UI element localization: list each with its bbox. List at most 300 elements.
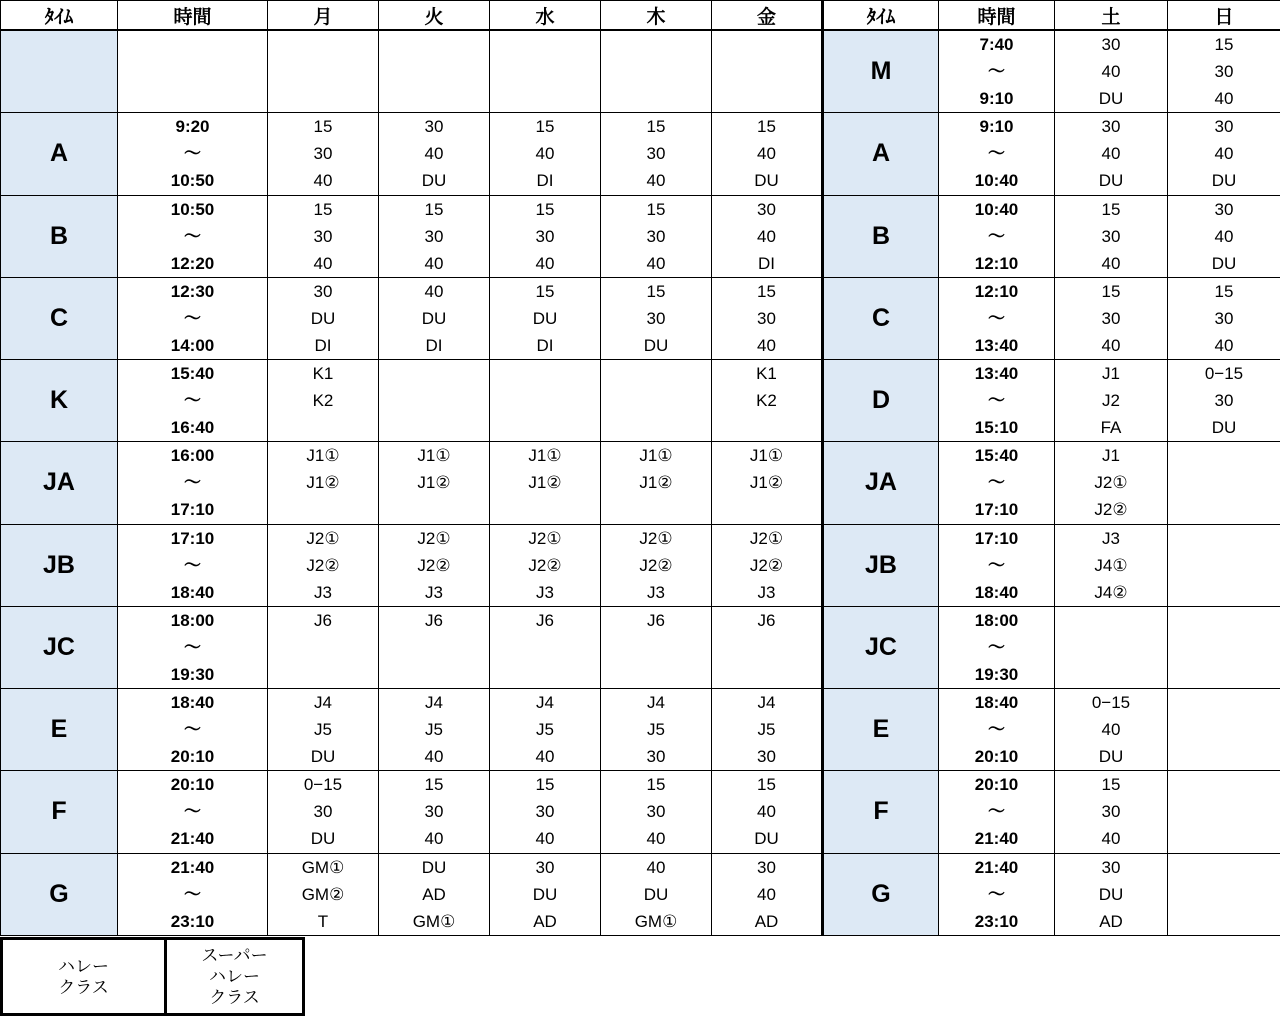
time-cell bbox=[939, 853, 1055, 935]
cell-line bbox=[379, 634, 489, 661]
cell-line: 20:10 bbox=[974, 747, 1019, 767]
slot-cell: C bbox=[823, 277, 939, 359]
cell-line: 30 bbox=[757, 308, 776, 328]
class-cell-lines bbox=[268, 278, 378, 359]
cell-line bbox=[601, 31, 711, 58]
class-cell-lines bbox=[601, 525, 711, 606]
schedule-row bbox=[1, 360, 1280, 442]
cell-line bbox=[601, 414, 711, 441]
cell-line: AD bbox=[754, 911, 779, 931]
cell-line bbox=[712, 31, 821, 58]
class-cell bbox=[1055, 689, 1168, 771]
class-cell bbox=[712, 30, 823, 113]
class-cell-lines bbox=[1055, 113, 1167, 194]
class-cell-lines bbox=[712, 278, 821, 359]
cell-line: J3 bbox=[647, 582, 665, 602]
cell-line: 40 bbox=[757, 226, 776, 246]
class-cell-lines bbox=[268, 607, 378, 688]
class-cell-lines bbox=[601, 689, 711, 770]
cell-line bbox=[1168, 469, 1280, 496]
cell-line: J5 bbox=[647, 720, 665, 740]
class-cell bbox=[379, 606, 490, 688]
slot-cell: E bbox=[1, 689, 118, 771]
slot-cell: JB bbox=[1, 524, 118, 606]
time-cell bbox=[939, 771, 1055, 853]
cell-line: 30 bbox=[313, 144, 333, 164]
cell-line bbox=[490, 496, 600, 523]
cell-line: 〜 bbox=[988, 391, 1005, 411]
class-cell-lines bbox=[1055, 771, 1167, 852]
cell-line: 40 bbox=[535, 144, 555, 164]
slot-cell: A bbox=[823, 113, 939, 195]
cell-line: 15 bbox=[757, 281, 776, 301]
class-cell bbox=[379, 442, 490, 524]
cell-line: 30 bbox=[313, 281, 333, 301]
cell-line: 30 bbox=[1214, 199, 1234, 219]
cell-line: 14:00 bbox=[170, 335, 215, 355]
class-cell-lines bbox=[379, 360, 489, 441]
cell-line: J2① bbox=[749, 528, 784, 548]
cell-line: 40 bbox=[424, 281, 444, 301]
cell-line: J1① bbox=[417, 446, 451, 466]
cell-line: 0−15 bbox=[1091, 693, 1131, 713]
cell-line: J1 bbox=[1102, 446, 1120, 466]
cell-line: 30 bbox=[1101, 802, 1121, 822]
cell-line bbox=[601, 496, 711, 523]
cell-line: DU bbox=[310, 747, 336, 767]
cell-line: 17:10 bbox=[170, 528, 215, 548]
cell-line: 40 bbox=[535, 253, 555, 273]
cell-line: J2② bbox=[306, 555, 340, 575]
cell-line: 30 bbox=[1214, 117, 1234, 137]
class-cell bbox=[601, 195, 712, 277]
class-cell bbox=[268, 689, 379, 771]
cell-line bbox=[1168, 442, 1280, 469]
cell-line: 40 bbox=[757, 144, 776, 164]
cell-line: DU bbox=[1211, 418, 1237, 438]
cell-line bbox=[1168, 552, 1280, 579]
cell-line: J1② bbox=[417, 473, 451, 493]
class-cell-lines bbox=[268, 689, 378, 770]
class-cell bbox=[379, 524, 490, 606]
slot-cell: JA bbox=[1, 442, 118, 524]
cell-line: 〜 bbox=[988, 308, 1005, 328]
cell-line: 10:50 bbox=[170, 199, 215, 219]
class-cell bbox=[1055, 113, 1168, 195]
cell-line: 15 bbox=[757, 775, 776, 795]
cell-line: DU bbox=[643, 884, 669, 904]
cell-line bbox=[118, 85, 267, 112]
cell-line: 30 bbox=[535, 802, 555, 822]
cell-line bbox=[379, 58, 489, 85]
class-cell bbox=[1055, 442, 1168, 524]
cell-line: J3 bbox=[536, 582, 554, 602]
cell-line: 〜 bbox=[988, 637, 1005, 657]
cell-line: 〜 bbox=[184, 473, 201, 493]
cell-line bbox=[1055, 661, 1167, 688]
slot-cell: B bbox=[1, 195, 118, 277]
class-cell-lines bbox=[268, 525, 378, 606]
cell-line bbox=[490, 414, 600, 441]
cell-line: DI bbox=[425, 335, 443, 355]
cell-line: 15 bbox=[646, 199, 666, 219]
class-cell-lines bbox=[1168, 525, 1280, 606]
cell-line: K1 bbox=[756, 364, 777, 384]
class-cell-lines bbox=[601, 113, 711, 194]
schedule-row bbox=[1, 689, 1280, 771]
class-cell bbox=[268, 524, 379, 606]
schedule-row bbox=[1, 524, 1280, 606]
cell-line bbox=[712, 661, 821, 688]
slot-cell: M bbox=[823, 30, 939, 113]
cell-line: J2① bbox=[306, 528, 340, 548]
cell-line: 〜 bbox=[184, 884, 201, 904]
cell-line bbox=[490, 58, 600, 85]
cell-line: 19:30 bbox=[170, 664, 215, 684]
cell-line: 40 bbox=[757, 335, 776, 355]
cell-line: 30 bbox=[1101, 308, 1121, 328]
class-cell bbox=[490, 771, 601, 853]
cell-line: 15 bbox=[535, 775, 555, 795]
cell-line: 40 bbox=[1214, 226, 1234, 246]
cell-line: 16:00 bbox=[170, 446, 215, 466]
class-cell bbox=[268, 277, 379, 359]
cell-line bbox=[1168, 771, 1280, 798]
class-cell-lines bbox=[1055, 31, 1167, 112]
cell-line: 21:40 bbox=[170, 829, 215, 849]
class-cell bbox=[1168, 853, 1280, 935]
time-cell bbox=[939, 195, 1055, 277]
cell-line: 21:40 bbox=[974, 857, 1019, 877]
class-cell-lines bbox=[712, 113, 821, 194]
cell-line: 30 bbox=[757, 857, 776, 877]
cell-line: DU bbox=[421, 171, 447, 191]
class-cell-lines bbox=[601, 771, 711, 852]
cell-line: 10:40 bbox=[974, 171, 1019, 191]
cell-line: J4 bbox=[757, 693, 776, 713]
cell-line bbox=[268, 496, 378, 523]
cell-line: 9:20 bbox=[175, 117, 210, 137]
cell-line: 15 bbox=[1101, 775, 1121, 795]
class-cell bbox=[712, 853, 823, 935]
cell-line bbox=[1168, 825, 1280, 852]
cell-line: 30 bbox=[757, 199, 776, 219]
class-cell bbox=[490, 689, 601, 771]
cell-line: 15 bbox=[313, 199, 333, 219]
cell-line: 15 bbox=[424, 775, 444, 795]
class-cell-lines bbox=[712, 525, 821, 606]
class-cell bbox=[601, 771, 712, 853]
cell-line bbox=[601, 360, 711, 387]
cell-line bbox=[379, 85, 489, 112]
cell-line: 15:40 bbox=[974, 446, 1019, 466]
cell-line: 12:10 bbox=[974, 281, 1019, 301]
cell-line bbox=[1168, 525, 1280, 552]
cell-line: 30 bbox=[646, 308, 666, 328]
cell-line: DU bbox=[1098, 171, 1124, 191]
cell-line: 30 bbox=[1101, 35, 1121, 55]
cell-line: J1① bbox=[306, 446, 340, 466]
cell-line: 15 bbox=[1101, 281, 1121, 301]
slot-cell: D bbox=[823, 360, 939, 442]
class-cell bbox=[712, 606, 823, 688]
class-cell-lines bbox=[601, 442, 711, 523]
header-cell: 水 bbox=[490, 1, 601, 31]
cell-line bbox=[379, 387, 489, 414]
class-cell bbox=[490, 195, 601, 277]
cell-line: 7:40 bbox=[979, 35, 1014, 55]
schedule-row bbox=[1, 771, 1280, 853]
header-cell: 土 bbox=[1055, 1, 1168, 31]
class-cell bbox=[1168, 689, 1280, 771]
class-cell bbox=[601, 30, 712, 113]
cell-line: 15 bbox=[1214, 281, 1234, 301]
cell-line: J3 bbox=[314, 582, 332, 602]
class-cell-lines bbox=[601, 31, 711, 112]
time-cell-lines bbox=[939, 360, 1054, 441]
class-cell-lines bbox=[1055, 360, 1167, 441]
class-cell bbox=[1055, 277, 1168, 359]
cell-line bbox=[379, 414, 489, 441]
cell-line: 15:10 bbox=[974, 418, 1019, 438]
time-cell-lines bbox=[939, 854, 1054, 935]
class-cell-lines bbox=[601, 196, 711, 277]
legend bbox=[0, 937, 305, 1016]
cell-line bbox=[1168, 661, 1280, 688]
cell-line: DU bbox=[1098, 89, 1124, 109]
class-cell bbox=[1168, 30, 1280, 113]
class-cell bbox=[268, 360, 379, 442]
cell-line bbox=[1168, 607, 1280, 634]
class-cell-lines bbox=[712, 854, 821, 935]
cell-line: J2① bbox=[639, 528, 673, 548]
class-cell bbox=[490, 113, 601, 195]
time-cell bbox=[939, 606, 1055, 688]
cell-line: 〜 bbox=[988, 802, 1005, 822]
cell-line: 30 bbox=[646, 144, 666, 164]
cell-line: 19:30 bbox=[974, 664, 1019, 684]
cell-line: AD bbox=[1099, 911, 1123, 931]
cell-line: K2 bbox=[312, 391, 334, 411]
class-cell bbox=[601, 442, 712, 524]
class-cell-lines bbox=[268, 113, 378, 194]
cell-line: DU bbox=[754, 829, 779, 849]
class-cell bbox=[1168, 606, 1280, 688]
class-cell bbox=[601, 113, 712, 195]
class-cell bbox=[379, 689, 490, 771]
cell-line: 30 bbox=[1214, 62, 1234, 82]
header-cell: 金 bbox=[712, 1, 823, 31]
class-cell-lines bbox=[712, 771, 821, 852]
cell-line: J1② bbox=[528, 473, 562, 493]
cell-line: 15 bbox=[757, 117, 776, 137]
cell-line: 〜 bbox=[184, 802, 201, 822]
class-cell-lines bbox=[712, 360, 821, 441]
cell-line bbox=[268, 85, 378, 112]
time-cell bbox=[939, 442, 1055, 524]
class-cell-lines bbox=[379, 607, 489, 688]
class-cell bbox=[379, 771, 490, 853]
class-cell bbox=[379, 30, 490, 113]
cell-line: GM① bbox=[412, 911, 456, 931]
cell-line: 9:10 bbox=[979, 89, 1014, 109]
cell-line: J2① bbox=[417, 528, 451, 548]
cell-line: J1② bbox=[749, 473, 784, 493]
class-cell bbox=[379, 195, 490, 277]
cell-line bbox=[601, 661, 711, 688]
cell-line: 17:10 bbox=[974, 528, 1019, 548]
slot-cell: A bbox=[1, 113, 118, 195]
cell-line bbox=[118, 58, 267, 85]
class-cell-lines bbox=[1055, 442, 1167, 523]
cell-line bbox=[1168, 908, 1280, 935]
cell-line: J1① bbox=[749, 446, 784, 466]
cell-line: 21:40 bbox=[170, 857, 215, 877]
schedule-row bbox=[1, 853, 1280, 935]
cell-line: J2② bbox=[528, 555, 562, 575]
cell-line: 〜 bbox=[184, 555, 201, 575]
cell-line: 〜 bbox=[184, 308, 201, 328]
cell-line: 10:40 bbox=[974, 199, 1019, 219]
cell-line bbox=[379, 661, 489, 688]
time-cell-lines bbox=[118, 442, 267, 523]
cell-line: J6 bbox=[536, 610, 554, 630]
cell-line bbox=[490, 360, 600, 387]
class-cell bbox=[490, 277, 601, 359]
class-cell bbox=[490, 30, 601, 113]
class-cell-lines bbox=[379, 31, 489, 112]
class-cell bbox=[1168, 195, 1280, 277]
class-cell-lines bbox=[268, 771, 378, 852]
time-cell-lines bbox=[118, 31, 267, 112]
class-cell-lines bbox=[490, 196, 600, 277]
slot-cell: F bbox=[1, 771, 118, 853]
class-cell bbox=[490, 360, 601, 442]
cell-line: 18:40 bbox=[170, 582, 215, 602]
cell-line: K1 bbox=[312, 364, 334, 384]
class-cell-lines bbox=[712, 31, 821, 112]
class-cell-lines bbox=[1055, 278, 1167, 359]
class-cell bbox=[1168, 113, 1280, 195]
class-cell bbox=[712, 524, 823, 606]
schedule-row bbox=[1, 30, 1280, 113]
class-cell bbox=[1168, 277, 1280, 359]
class-cell-lines bbox=[1055, 607, 1167, 688]
cell-line bbox=[712, 496, 821, 523]
cell-line: 23:10 bbox=[974, 911, 1019, 931]
slot-cell bbox=[1, 30, 118, 113]
cell-line bbox=[268, 661, 378, 688]
class-cell-lines bbox=[490, 442, 600, 523]
slot-cell: K bbox=[1, 360, 118, 442]
cell-line bbox=[1168, 634, 1280, 661]
cell-line: 40 bbox=[535, 829, 555, 849]
cell-line: 12:10 bbox=[974, 253, 1019, 273]
class-cell-lines bbox=[379, 525, 489, 606]
cell-line: 18:40 bbox=[170, 693, 215, 713]
class-cell bbox=[268, 113, 379, 195]
cell-line: 30 bbox=[646, 802, 666, 822]
class-cell-lines bbox=[1055, 525, 1167, 606]
class-cell-lines bbox=[379, 854, 489, 935]
header-cell: 月 bbox=[268, 1, 379, 31]
cell-line: 18:00 bbox=[974, 610, 1019, 630]
cell-line: 0−15 bbox=[1204, 364, 1244, 384]
cell-line: J2② bbox=[639, 555, 673, 575]
cell-line: J2 bbox=[1102, 391, 1120, 411]
cell-line: 17:10 bbox=[974, 500, 1019, 520]
cell-line: J1② bbox=[306, 473, 340, 493]
cell-line: 〜 bbox=[988, 555, 1005, 575]
cell-line: 〜 bbox=[988, 226, 1005, 246]
cell-line: 30 bbox=[424, 117, 444, 137]
cell-line: 15 bbox=[1214, 35, 1234, 55]
cell-line: DU bbox=[1211, 171, 1237, 191]
slot-cell: E bbox=[823, 689, 939, 771]
header-cell: 時間 bbox=[118, 1, 268, 31]
cell-line: 〜 bbox=[184, 226, 201, 246]
cell-line bbox=[1055, 634, 1167, 661]
class-cell-lines bbox=[490, 607, 600, 688]
class-cell bbox=[1055, 360, 1168, 442]
cell-line: 40 bbox=[424, 747, 444, 767]
cell-line: 〜 bbox=[988, 473, 1005, 493]
class-cell-lines bbox=[1168, 278, 1280, 359]
class-cell bbox=[1055, 524, 1168, 606]
cell-line bbox=[1168, 496, 1280, 523]
class-cell-lines bbox=[379, 771, 489, 852]
header-cell: ﾀｲﾑ bbox=[823, 1, 939, 31]
class-cell bbox=[712, 771, 823, 853]
class-cell-lines bbox=[1168, 113, 1280, 194]
class-cell-lines bbox=[268, 442, 378, 523]
time-cell bbox=[939, 277, 1055, 359]
cell-line bbox=[601, 634, 711, 661]
slot-cell: JB bbox=[823, 524, 939, 606]
time-cell bbox=[939, 689, 1055, 771]
cell-line: 40 bbox=[313, 253, 333, 273]
class-cell bbox=[268, 442, 379, 524]
class-cell bbox=[490, 442, 601, 524]
cell-line: 〜 bbox=[184, 144, 201, 164]
cell-line: 40 bbox=[757, 884, 776, 904]
class-cell-lines bbox=[1168, 854, 1280, 935]
header-cell: 日 bbox=[1168, 1, 1280, 31]
class-cell-lines bbox=[1055, 854, 1167, 935]
class-cell bbox=[490, 606, 601, 688]
cell-line: 15 bbox=[313, 117, 333, 137]
cell-line: J3 bbox=[1102, 528, 1120, 548]
cell-line: 40 bbox=[313, 171, 333, 191]
class-cell-lines bbox=[490, 525, 600, 606]
class-cell-lines bbox=[1055, 689, 1167, 770]
cell-line: 30 bbox=[1101, 117, 1121, 137]
cell-line: J5 bbox=[536, 720, 554, 740]
cell-line: 23:10 bbox=[170, 911, 215, 931]
class-cell bbox=[1055, 771, 1168, 853]
time-cell bbox=[118, 30, 268, 113]
time-cell bbox=[939, 360, 1055, 442]
time-cell-lines bbox=[118, 525, 267, 606]
cell-line bbox=[712, 634, 821, 661]
time-cell-lines bbox=[939, 113, 1054, 194]
time-cell-lines bbox=[939, 607, 1054, 688]
cell-line: 20:10 bbox=[170, 775, 215, 795]
time-cell bbox=[118, 360, 268, 442]
class-cell-lines bbox=[1168, 771, 1280, 852]
cell-line: 40 bbox=[646, 857, 666, 877]
cell-line bbox=[268, 634, 378, 661]
